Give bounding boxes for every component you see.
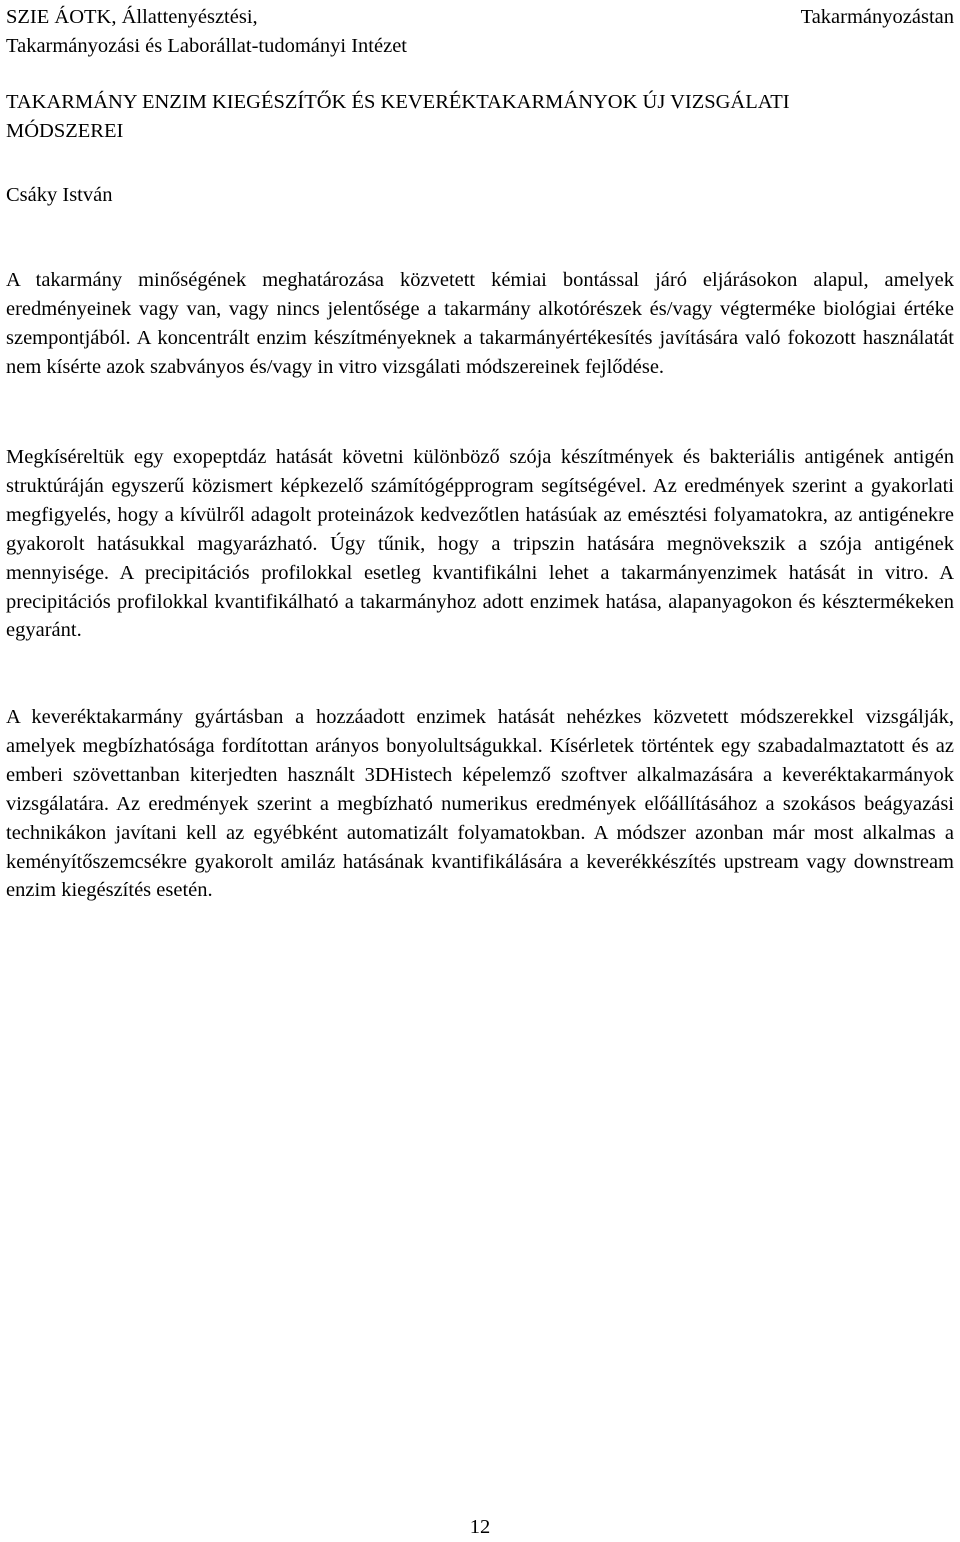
document-page [6, 0, 954, 1541]
abstract-paragraph-2: Megkíséreltük egy exopeptdáz hatását követni különböző szója készítmények és bakteriális antigének antigén struktúráján egyszerű közismert képkezelő számítógépprogram segítségével. Az eredmények szerint a gyakorlati megfigyelés, hogy a kívülről adagolt proteinázok kedvezőtlen hatásúak az emésztési folyamatokra, az antigénekre gyakorolt hatásukkal magyarázható. Úgy tűnik, hogy a tripszin hatására megnövekszik a szója antigének mennyisége. A precipitációs profilokkal esetleg kvantifikálni lehet a takarmányenzimek hatását in vitro. A precipitációs profilokkal kvantifikálható a takarmányhoz adott enzimek hatása, alapanyagokon és késztermékeken egyaránt. [6, 446, 954, 642]
author-name: Csáky István [6, 184, 113, 206]
department-name: Takarmányozástan [800, 6, 954, 28]
abstract-paragraph-1: A takarmány minőségének meghatározása közvetett kémiai bontással járó eljárásokon alapul, amelyek eredményeinek vagy van, vagy nincs jelentősége a takarmány alkotórészek és/vagy végterméke biológiai értéke szempontjából. A koncentrált enzim készítményeknek a takarmányértékesítés javítására való fokozott használatát nem kísérte azok szabványos és/vagy in vitro vizsgálati módszereinek fejlődése. [6, 269, 954, 378]
abstract-paragraph-3: A keveréktakarmány gyártásban a hozzáadott enzimek hatását nehézkes közvetett módszerekkel vizsgálják, amelyek megbízhatósága fordítottan arányos bonyolultságukkal. Kísérletek történtek egy szabadalmaztatott és az emberi szövettanban kiterjedten használt 3DHistech képelemző szoftver alkalmazására a keveréktakarmányok vizsgálatára. Az eredmények szerint a megbízható numerikus eredmények előállításához a szokásos beágyazási technikákon javítani kell az egyébként automatizált folyamatokban. A módszer azonban már most alkalmas a keményítőszemcsékre gyakorolt amiláz hatásának kvantifikálására a keverékkészítés upstream vagy downstream enzim kiegészítés esetén. [6, 706, 954, 902]
page-number: 12 [469, 1516, 491, 1538]
institute-name: SZIE ÁOTK, Állattenyésztési, Takarmányozási és Laborállat-tudományi Intézet [6, 6, 407, 57]
document-title: TAKARMÁNY ENZIM KIEGÉSZÍTŐK ÉS KEVERÉKTAKARMÁNYOK ÚJ VIZSGÁLATI MÓDSZEREI [6, 91, 790, 142]
